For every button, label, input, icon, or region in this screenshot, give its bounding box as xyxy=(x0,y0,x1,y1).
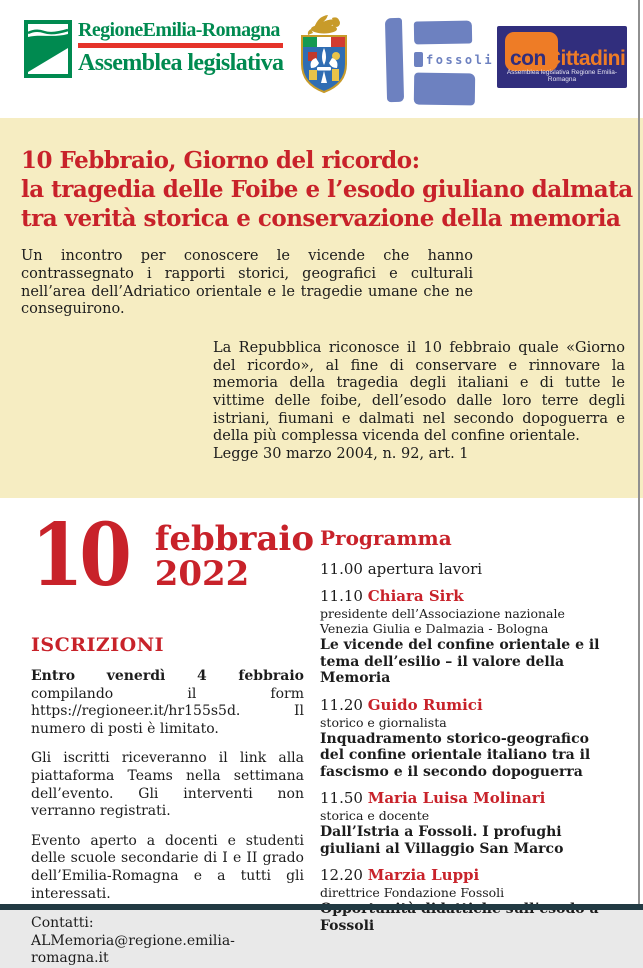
header xyxy=(0,0,643,118)
speaker-name: Maria Luisa Molinari xyxy=(367,789,546,807)
deadline-text: Entro venerdì 4 febbraio xyxy=(31,668,304,684)
page-title xyxy=(21,146,633,233)
regione-emilia-romagna-icon xyxy=(24,20,72,78)
fossoli-bottom-block xyxy=(414,73,475,106)
program-item xyxy=(320,789,616,857)
law-reference: Legge 30 marzo 2004, n. 92, art. 1 xyxy=(213,445,469,462)
concittadini-word-cittadini: Cittadini xyxy=(545,47,626,70)
speaker-name: Marzia Luppi xyxy=(367,866,480,884)
coat-of-arms-icon xyxy=(294,12,354,106)
program-opening xyxy=(320,560,616,578)
opening-time: 11.00 xyxy=(320,560,363,578)
intro-paragraph: Un incontro per conoscere le vicende che hanno contrassegnato i rapporti storici, geografici e culturali nell’area dell’Adriatico orientale e le tragedie umane che ne conseguirono. xyxy=(21,248,473,318)
iscrizioni-paragraph-1 xyxy=(31,668,304,738)
registration-url[interactable]: https://regioneer.it/hr155s5d xyxy=(31,703,236,720)
talk-time: 11.20 xyxy=(320,695,363,714)
talk-time: 11.10 xyxy=(320,587,363,605)
talk-title: Fossoli xyxy=(320,917,375,934)
program-item xyxy=(320,587,616,687)
fossoli-top-block xyxy=(414,20,472,44)
fossoli-left-block xyxy=(385,18,404,102)
title-line-1: 10 Febbraio, Giorno del ricordo: xyxy=(21,147,420,174)
rer-logo-line2: Assemblea legislativa xyxy=(78,50,284,76)
talk-title: Le vicende del confine orientale e il tema dell’esilio – il valore della Memoria xyxy=(320,637,600,686)
law-quote: La Repubblica riconosce il 10 febbraio quale «Giorno del ricordo», al fine di conservare e rinnovare la memoria della tragedia degli italiani e di tutte le vittime delle foibe, dell’esodo dalle loro terre degli istriani, fiumani e dalmati nel secondo dopoguerra e della più complessa vicenda del confine orientale. xyxy=(213,340,625,445)
iscrizioni-paragraph-3: Evento aperto a docenti e studenti delle scuole secondarie di I e II grado dell’Emilia-Romagna e a tutti gli interessati. xyxy=(31,832,304,902)
speaker-name: Chiara Sirk xyxy=(367,587,464,605)
concittadini-logo xyxy=(497,26,627,88)
opening-label: apertura lavori xyxy=(367,560,483,578)
speaker-role: presidente dell’Associazione nazionale Venezia Giulia e Dalmazia - Bologna xyxy=(320,606,565,636)
speaker-name: Guido Rumici xyxy=(367,695,483,714)
speaker-role: storica e docente xyxy=(320,808,430,823)
iscrizioni-p1-end: . Il numero di posti è limitato. xyxy=(31,703,304,737)
fossoli-wordmark: fossoli xyxy=(426,53,495,67)
event-month: febbraio xyxy=(154,519,315,559)
speaker-role: direttrice Fondazione Fossoli xyxy=(320,885,505,900)
event-year: 2022 xyxy=(154,554,250,594)
iscrizioni-p1-mid: compilando il form xyxy=(31,685,304,702)
program-heading: Programma xyxy=(320,526,452,550)
logo-regione-emilia-romagna xyxy=(24,20,283,78)
rer-logo-text xyxy=(78,20,283,75)
rer-logo-line1: RegioneEmilia-Romagna xyxy=(78,19,280,41)
event-month-year xyxy=(154,519,315,594)
title-band xyxy=(0,118,643,498)
program-item xyxy=(320,866,616,934)
fossoli-small-block xyxy=(414,52,423,67)
contacts[interactable]: Contatti: ALMemoria@regione.emilia-romagna.it xyxy=(31,915,235,967)
concittadini-wordmark xyxy=(510,47,625,71)
page-right-border xyxy=(638,0,640,910)
concittadini-word-con: con xyxy=(510,47,546,70)
title-line-2: la tragedia delle Foibe e l’esodo giuliano dalmata xyxy=(21,176,633,203)
iscrizioni-heading: ISCRIZIONI xyxy=(31,634,164,656)
talk-title: Inquadramento storico-geografico del confine orientale italiano tra il fascismo e il secondo dopoguerra xyxy=(320,730,591,780)
event-day: 10 xyxy=(31,505,128,606)
fossoli-logo xyxy=(386,14,495,106)
bottom-section xyxy=(0,498,643,967)
footer-bar xyxy=(0,904,643,910)
program-item xyxy=(320,696,616,781)
title-line-3: tra verità storica e conservazione della memoria xyxy=(21,205,621,232)
program-column xyxy=(320,498,616,934)
event-date xyxy=(31,505,315,606)
iscrizioni-paragraph-2: Gli iscritti riceveranno il link alla piattaforma Teams nella settimana dell’evento. Gli interventi non verranno registrati. xyxy=(31,750,304,820)
talk-time: 12.20 xyxy=(320,866,363,884)
left-column xyxy=(31,498,315,967)
talk-time: 11.50 xyxy=(320,789,363,807)
speaker-role: storico e giornalista xyxy=(320,714,447,730)
rer-logo-underline xyxy=(78,43,283,48)
talk-title: Dall’Istria a Fossoli. I profughi giuliani al Villaggio San Marco xyxy=(320,824,564,857)
concittadini-caption: Assemblea legislativa Regione Emilia-Romagna xyxy=(506,69,618,83)
